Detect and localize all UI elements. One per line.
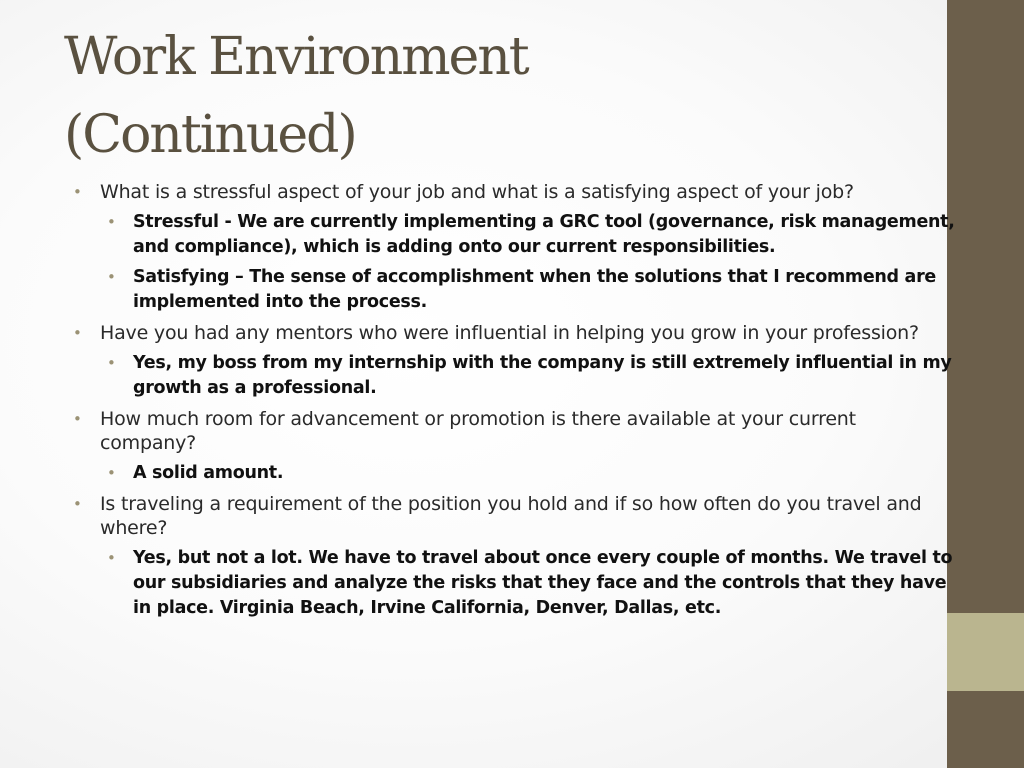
question-text: Have you had any mentors who were influential in helping you grow in your profession? (100, 322, 919, 344)
slide-title-line-2: (Continued) (64, 105, 356, 165)
bullet-icon: • (73, 183, 82, 201)
bullet-icon: • (73, 410, 82, 428)
question-text: What is a stressful aspect of your job and what is a satisfying aspect of your job? (100, 181, 854, 203)
bullet-icon: • (107, 464, 116, 482)
answer-item (100, 546, 955, 621)
bullet-icon: • (73, 495, 82, 513)
question-item (60, 407, 955, 486)
answer-text: Yes, my boss from my internship with the company is still extremely influential in my growth as a professional. (133, 353, 952, 398)
answer-list (100, 546, 955, 621)
bullet-icon: • (107, 213, 116, 231)
decorative-side-band (947, 613, 1024, 691)
answer-list (100, 351, 955, 401)
question-text: Is traveling a requirement of the position you hold and if so how often do you travel and where? (100, 493, 922, 539)
answer-list (100, 461, 955, 486)
slide-title-line-1: Work Environment (64, 27, 528, 87)
answer-text: Satisfying – The sense of accomplishment when the solutions that I recommend are implemented into the process. (133, 267, 936, 312)
question-text: How much room for advancement or promotion is there available at your current company? (100, 408, 856, 454)
answer-text: Stressful - We are currently implementing a GRC tool (governance, risk management, and compliance), which is adding onto our current responsibilities. (133, 212, 955, 257)
answer-text: Yes, but not a lot. We have to travel about once every couple of months. We travel to our subsidiaries and analyze the risks that they face and the controls that they have in place. Virginia Beach, Irvine California, Denver, Dallas, etc. (133, 548, 953, 618)
answer-item (100, 265, 955, 315)
answer-item (100, 210, 955, 260)
bullet-icon: • (107, 549, 116, 567)
bullet-icon: • (73, 324, 82, 342)
question-item (60, 180, 955, 315)
answer-item (100, 351, 955, 401)
slide-title (64, 18, 924, 174)
answer-text: A solid amount. (133, 463, 284, 483)
bullet-icon: • (107, 354, 116, 372)
answer-list (100, 210, 955, 315)
answer-item (100, 461, 955, 486)
question-item (60, 321, 955, 401)
slide-content-list (60, 180, 955, 621)
question-item (60, 492, 955, 621)
bullet-icon: • (107, 268, 116, 286)
